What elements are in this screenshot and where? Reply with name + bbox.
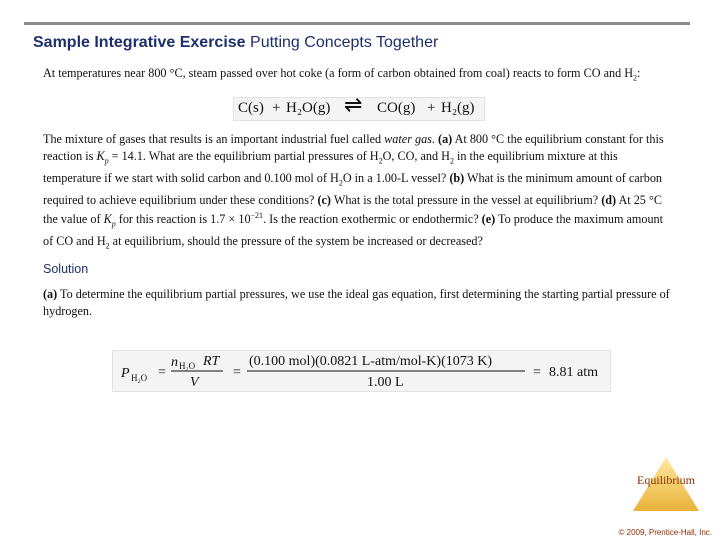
problem-text: What is the minimum amount of carbon required to achieve equilibrium under these conditions?: [43, 170, 663, 207]
numerical-numerator: (0.100 mol)(0.0821 L-atm/mol-K)(1073 K): [249, 354, 493, 369]
equation-drawing: [113, 351, 610, 391]
ideal-gas-equation: [112, 350, 611, 392]
numerical-denominator: 1.00 L: [367, 375, 404, 390]
part-a-label: (a): [438, 132, 453, 146]
intro-text: At temperatures near 800 °C, steam passed over hot coke (a form of carbon obtained from coal) reacts to form CO and H: [43, 66, 634, 80]
kp-symbol: K: [96, 148, 105, 163]
solution-heading: Solution: [43, 262, 89, 276]
problem-text: at equilibrium, should the pressure of the system be increased or decreased?: [109, 234, 483, 249]
problem-text: in the equilibrium mixture at this temperature if we start with solid carbon and 0.100 mol of H: [43, 148, 618, 185]
copyright-notice: © 2009, Prentice-Hall, Inc.: [618, 528, 712, 537]
kp-subscript: p: [111, 219, 116, 229]
equals-1: =: [158, 365, 166, 380]
moles-symbol: n: [171, 355, 178, 370]
water-gas-term: water gas: [384, 132, 432, 146]
intro-sub: 2: [633, 73, 638, 83]
equals-2: =: [233, 365, 241, 380]
equilibrium-link[interactable]: Equilibrium: [637, 473, 695, 487]
problem-text: At 800 °C the equilibrium constant for this reaction is: [43, 132, 664, 163]
product-h2: H₂(g): [441, 100, 475, 116]
title-bold: Sample Integrative Exercise: [33, 34, 246, 51]
intro-colon: :: [637, 66, 641, 80]
part-d-label: (d): [601, 192, 617, 207]
equilibrium-arrow: ⇌: [344, 92, 363, 117]
moles-subscript: H₂O: [179, 361, 196, 371]
pressure-subscript: H₂O: [131, 373, 148, 383]
plus-sign-1: +: [272, 100, 281, 116]
intro-paragraph: [43, 65, 673, 87]
problem-text: At 25 °C the value of: [43, 192, 662, 227]
part-e-label: (e): [481, 212, 496, 227]
solution-part-a-label: (a): [43, 287, 58, 301]
pressure-symbol: P: [121, 366, 130, 381]
problem-text: O in a 1.00-L vessel?: [342, 170, 450, 185]
problem-text: = 14.1. What are the equilibrium partial pressures of H: [108, 148, 379, 163]
exponent: −21: [250, 211, 264, 221]
kp-symbol: K: [103, 212, 112, 227]
problem-text: The mixture of gases that results is an important industrial fuel called: [43, 132, 385, 146]
solution-paragraph: [43, 286, 673, 319]
subscript: 2: [449, 156, 454, 166]
top-divider: [24, 22, 690, 25]
problem-text: . Is the reaction exothermic or endothermic?: [263, 212, 482, 227]
rt-symbol: RT: [203, 354, 220, 369]
product-co: CO(g): [377, 100, 416, 116]
problem-paragraph: [43, 131, 673, 255]
problem-text: .: [431, 132, 439, 146]
subscript: 2: [338, 178, 343, 188]
volume-symbol: V: [190, 375, 199, 390]
reactant-water: H₂O(g): [286, 100, 331, 116]
equals-3: =: [533, 365, 541, 380]
kp-subscript: p: [104, 156, 109, 166]
problem-text: What is the total pressure in the vessel at equilibrium?: [331, 192, 602, 207]
part-b-label: (b): [449, 170, 465, 185]
result-value: 8.81 atm: [549, 365, 598, 380]
reaction-equation: [233, 92, 485, 121]
subscript: 2: [105, 241, 110, 251]
slide-title: [33, 34, 438, 52]
part-c-label: (c): [317, 192, 331, 207]
problem-text: for this reaction is 1.7 × 10: [115, 212, 251, 227]
plus-sign-2: +: [427, 100, 436, 116]
title-rest: Putting Concepts Together: [250, 34, 439, 51]
problem-text: To produce the maximum amount of CO and H: [43, 212, 664, 249]
problem-text: O, CO, and H: [382, 148, 450, 163]
subscript: 2: [378, 156, 383, 166]
reactant-carbon: C(s): [238, 100, 264, 116]
solution-text: To determine the equilibrium partial pressures, we use the ideal gas equation, first determining the starting partial pressure of hydrogen.: [43, 287, 670, 318]
